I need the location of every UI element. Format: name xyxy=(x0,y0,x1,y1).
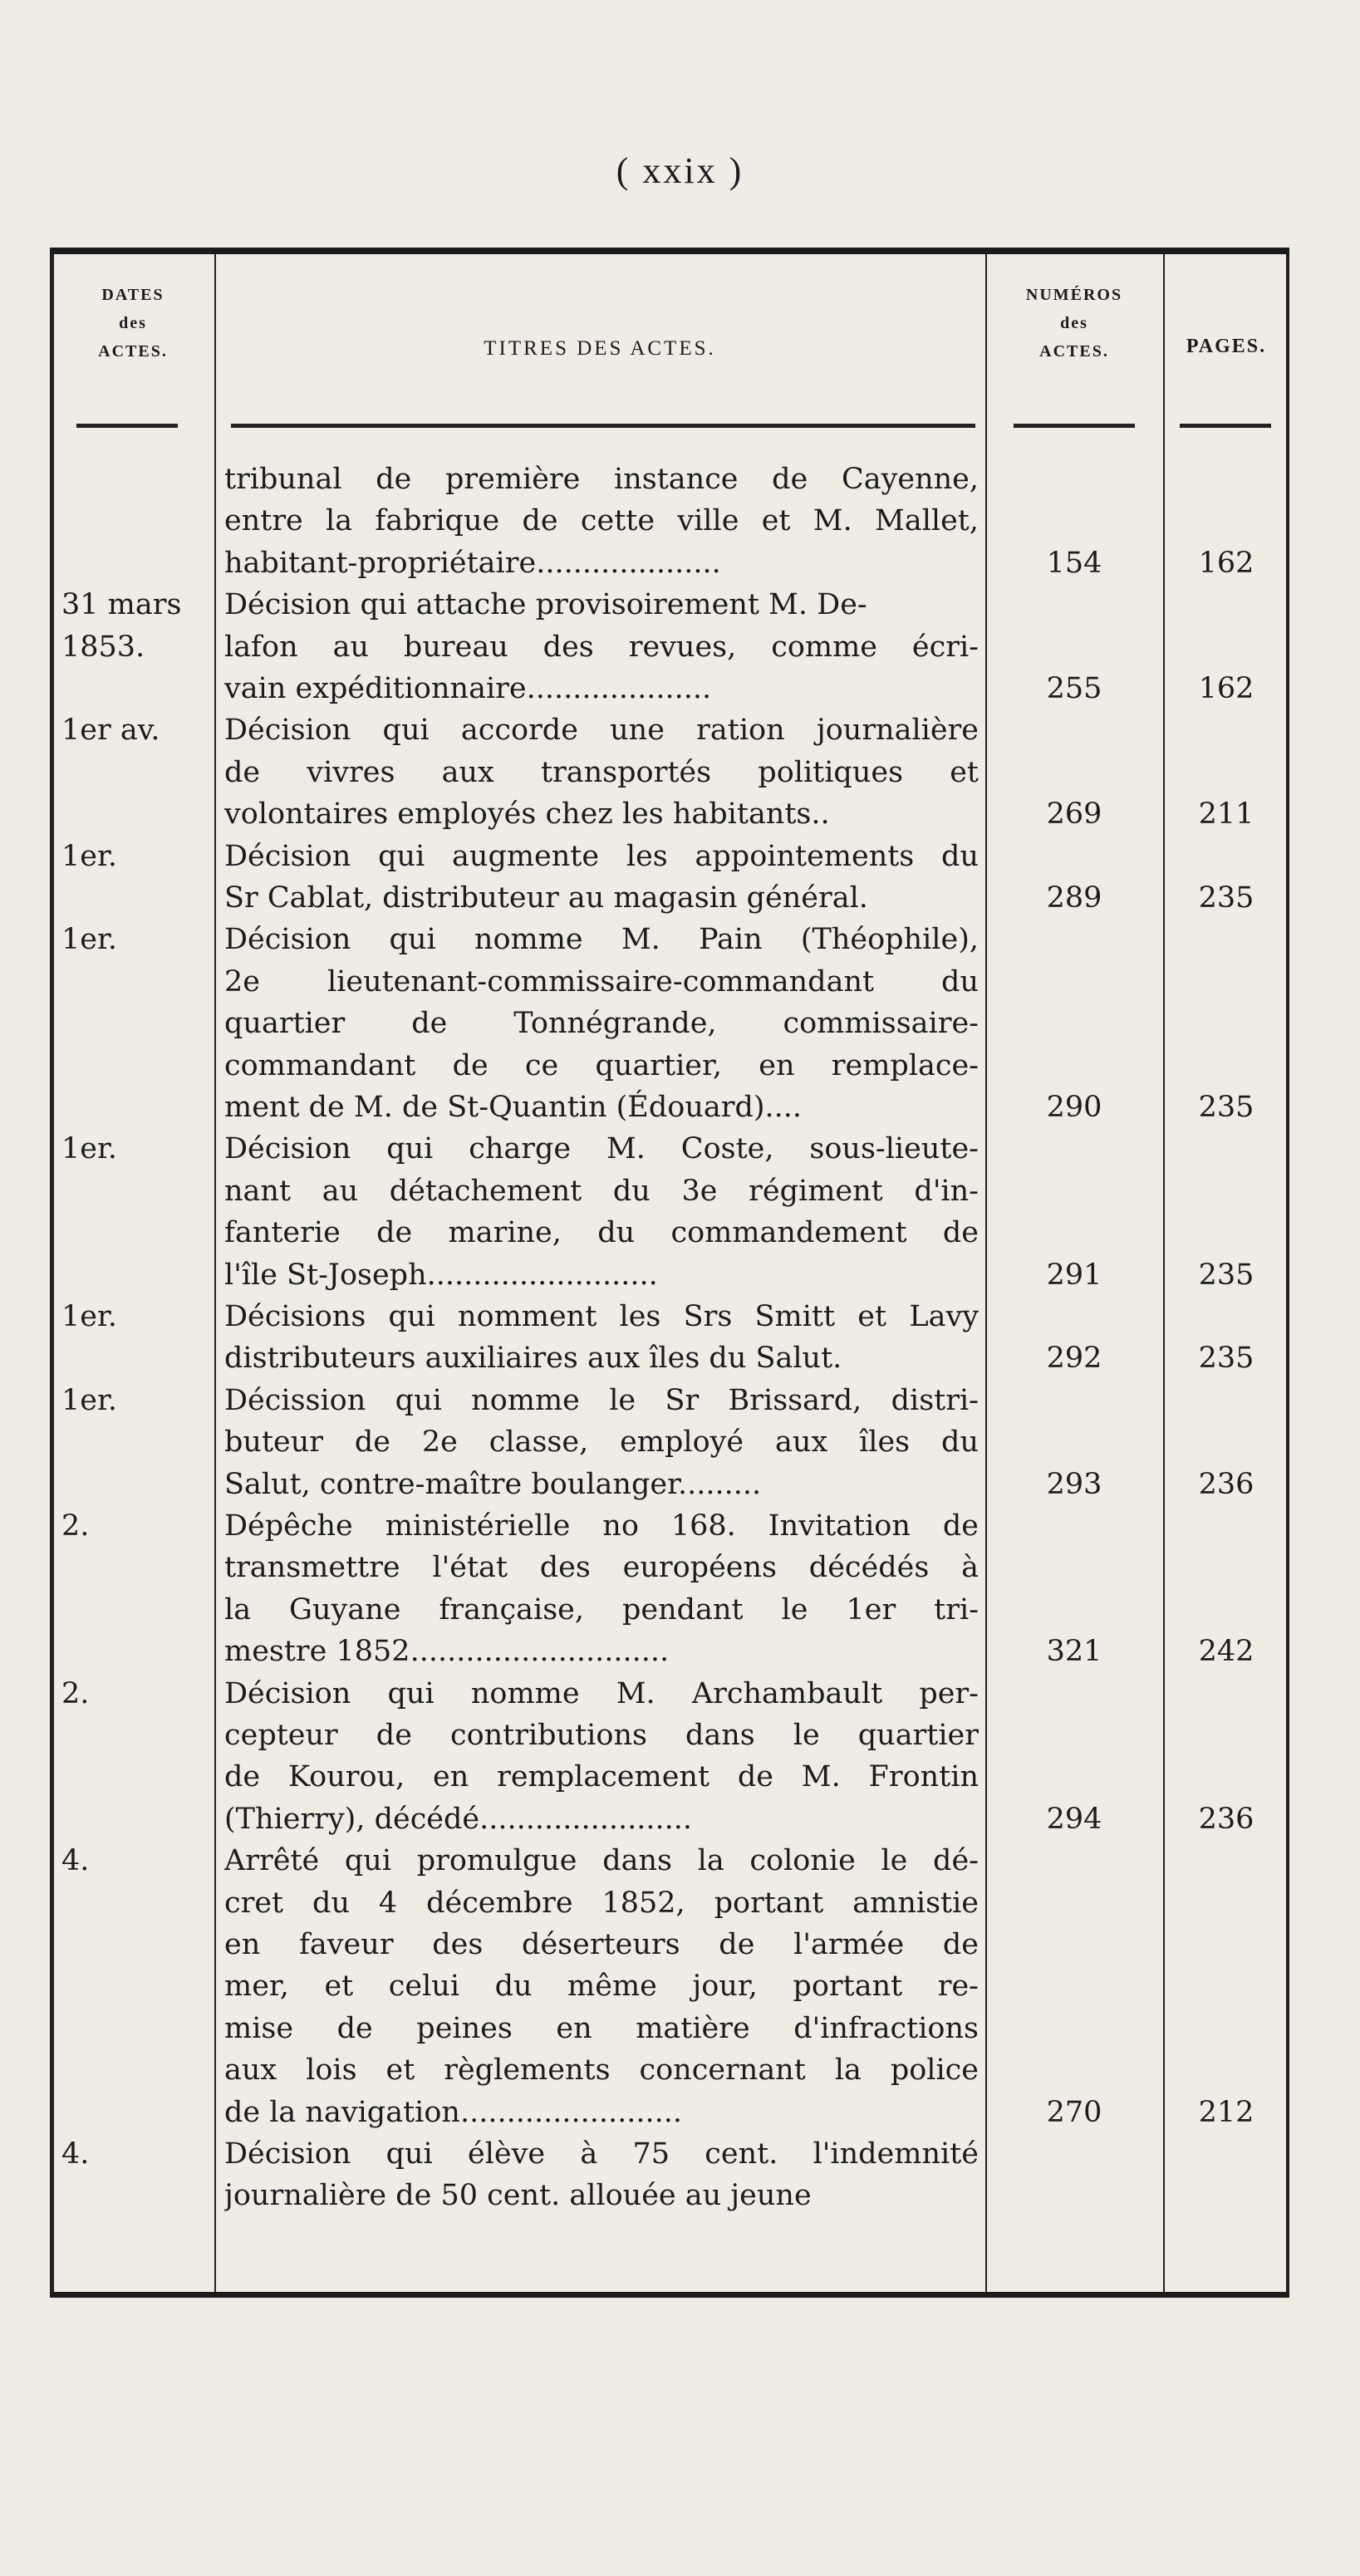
row-date xyxy=(61,2008,211,2049)
row-text: vain expéditionnaire.................... xyxy=(224,672,712,705)
row-text: Décisions qui nomment les Srs Smitt et Lavy xyxy=(224,1300,979,1333)
row-page xyxy=(1166,1170,1286,1212)
column-header-titres: TITRES DES ACTES. xyxy=(484,337,716,360)
row-text: journalière de 50 cent. allouée au jeune xyxy=(224,2179,812,2212)
column-header-numeros-line1: NUMÉROS xyxy=(1025,286,1123,304)
row-date: 1er av. xyxy=(61,714,160,747)
row-text: Décision qui charge M. Coste, sous-lieute- xyxy=(224,1132,979,1165)
row-num xyxy=(989,709,1160,751)
row-date: 1er. xyxy=(61,1300,117,1333)
column-header-numeros-line2: des xyxy=(1060,314,1088,332)
row-num xyxy=(989,836,1160,877)
column-divider-numeros xyxy=(1163,254,1165,2292)
column-header-dates xyxy=(58,281,208,366)
header-rule-titres xyxy=(231,424,975,428)
row-page xyxy=(1166,500,1286,542)
row-date xyxy=(61,1045,211,1087)
row-date: 1er. xyxy=(61,923,117,956)
row-page xyxy=(1166,2008,1286,2049)
row-text: Décision qui nomme M. Pain (Théophile), xyxy=(224,923,979,956)
header-rule-numeros xyxy=(1014,424,1135,428)
row-page xyxy=(1166,1589,1286,1631)
bottom-rule xyxy=(50,2292,1289,2298)
row-num: 291 xyxy=(1046,1259,1102,1292)
row-num: 292 xyxy=(1046,1342,1102,1375)
row-date xyxy=(61,1087,211,1128)
row-num: 270 xyxy=(1046,2096,1102,2129)
row-text: ment de M. de St-Quantin (Édouard).... xyxy=(224,1091,803,1124)
row-date xyxy=(61,1756,211,1798)
row-num xyxy=(989,500,1160,542)
row-date: 1853. xyxy=(61,631,145,664)
row-date xyxy=(61,2092,211,2133)
column-divider-titres xyxy=(985,254,987,2292)
row-text: fanterie de marine, du commandement de xyxy=(224,1216,979,1249)
row-date xyxy=(61,1170,211,1212)
row-page: 235 xyxy=(1198,1342,1254,1375)
column-header-dates-line1: DATES xyxy=(101,286,164,304)
row-page xyxy=(1166,961,1286,1003)
row-num xyxy=(989,1170,1160,1212)
row-text: 2e lieutenant-commissaire-commandant du xyxy=(224,965,979,999)
row-num: 289 xyxy=(1046,881,1102,915)
row-text: Salut, contre-maître boulanger......... xyxy=(224,1468,762,1501)
row-date xyxy=(61,1882,211,1924)
row-date xyxy=(61,2049,211,2091)
row-text: tribunal de première instance de Cayenne, xyxy=(224,463,979,496)
row-date: 1er. xyxy=(61,1384,117,1417)
row-date: 4. xyxy=(61,1844,90,1877)
column-divider-dates xyxy=(214,254,216,2292)
row-page xyxy=(1166,2175,1286,2216)
row-date xyxy=(61,1337,211,1379)
row-date xyxy=(61,1254,211,1296)
row-text: entre la fabrique de cette ville et M. Mallet, xyxy=(224,504,979,537)
row-date: 4. xyxy=(61,2137,90,2171)
row-page xyxy=(1166,1128,1286,1170)
row-text: la Guyane française, pendant le 1er tri- xyxy=(224,1593,979,1627)
row-page: 236 xyxy=(1198,1468,1254,1501)
row-page xyxy=(1166,1505,1286,1547)
row-page xyxy=(1166,836,1286,877)
row-date xyxy=(61,1965,211,2007)
row-text: Décission qui nomme le Sr Brissard, distri- xyxy=(224,1384,979,1417)
row-page: 162 xyxy=(1198,547,1254,580)
row-date xyxy=(61,877,211,919)
row-date xyxy=(61,1464,211,1505)
row-num: 269 xyxy=(1046,797,1102,831)
row-page xyxy=(1166,1756,1286,1798)
row-num xyxy=(989,1965,1160,2007)
row-text: l'île St-Joseph......................... xyxy=(224,1259,658,1292)
row-page xyxy=(1166,1296,1286,1337)
column-header-numeros-line3: ACTES. xyxy=(1039,342,1109,361)
row-page: 235 xyxy=(1198,1091,1254,1124)
row-page: 212 xyxy=(1198,2096,1254,2129)
row-page: 162 xyxy=(1198,672,1254,705)
header-rule-dates xyxy=(76,424,178,428)
row-num xyxy=(989,752,1160,793)
row-date: 2. xyxy=(61,1677,90,1710)
row-text: cepteur de contributions dans le quartier xyxy=(224,1719,979,1752)
row-page xyxy=(1166,1673,1286,1715)
page-number-header: ( xxix ) xyxy=(616,150,744,191)
row-num xyxy=(989,1756,1160,1798)
row-page xyxy=(1166,1045,1286,1087)
row-num: 294 xyxy=(1046,1803,1102,1836)
row-num xyxy=(989,2008,1160,2049)
table-border-right xyxy=(1286,254,1289,2292)
row-page xyxy=(1166,1212,1286,1254)
row-text: buteur de 2e classe, employé aux îles du xyxy=(224,1425,979,1459)
row-text: volontaires employés chez les habitants.. xyxy=(224,797,830,831)
row-page: 211 xyxy=(1198,797,1254,831)
row-text: Décision qui élève à 75 cent. l'indemnité xyxy=(224,2137,979,2171)
row-text: Décision qui attache provisoirement M. De- xyxy=(224,588,867,621)
row-text: nant au détachement du 3e régiment d'in- xyxy=(224,1175,979,1208)
row-num xyxy=(989,1505,1160,1547)
row-date xyxy=(61,1421,211,1463)
row-num xyxy=(989,459,1160,500)
row-page xyxy=(1166,1380,1286,1421)
row-text: distributeurs auxiliaires aux îles du Salut. xyxy=(224,1342,842,1375)
row-date xyxy=(61,1631,211,1672)
row-page xyxy=(1166,709,1286,751)
row-text: Sr Cablat, distributeur au magasin général. xyxy=(224,881,868,915)
row-page xyxy=(1166,1965,1286,2007)
row-date xyxy=(61,1547,211,1588)
row-page xyxy=(1166,1924,1286,1965)
table-border-left xyxy=(50,254,54,2292)
row-page xyxy=(1166,1882,1286,1924)
row-page: 235 xyxy=(1198,1259,1254,1292)
row-num xyxy=(989,1045,1160,1087)
row-date xyxy=(61,1212,211,1254)
row-text: Décision qui nomme M. Archambault per- xyxy=(224,1677,979,1710)
row-num: 154 xyxy=(1046,547,1102,580)
row-num xyxy=(989,1589,1160,1631)
row-date xyxy=(61,1003,211,1044)
row-num: 321 xyxy=(1046,1635,1102,1668)
row-page xyxy=(1166,2133,1286,2175)
row-num: 293 xyxy=(1046,1468,1102,1501)
row-text: aux lois et règlements concernant la police xyxy=(224,2053,979,2087)
row-page xyxy=(1166,1003,1286,1044)
column-header-pages: PAGES. xyxy=(1186,336,1267,357)
row-num xyxy=(989,584,1160,626)
row-num: 255 xyxy=(1046,672,1102,705)
row-num xyxy=(989,1003,1160,1044)
row-text: en faveur des déserteurs de l'armée de xyxy=(224,1928,979,1961)
row-date xyxy=(61,1589,211,1631)
row-num xyxy=(989,1924,1160,1965)
row-num xyxy=(989,919,1160,960)
row-date xyxy=(61,752,211,793)
row-text: de Kourou, en remplacement de M. Frontin xyxy=(224,1760,979,1793)
row-page xyxy=(1166,919,1286,960)
row-page xyxy=(1166,584,1286,626)
row-text: mise de peines en matière d'infractions xyxy=(224,2012,979,2045)
row-num xyxy=(989,1421,1160,1463)
row-text: habitant-propriétaire.................... xyxy=(224,547,721,580)
header-rule-pages xyxy=(1180,424,1271,428)
row-num xyxy=(989,2175,1160,2216)
column-header-dates-line2: des xyxy=(119,314,147,332)
row-num xyxy=(989,1882,1160,1924)
row-num xyxy=(989,2049,1160,2091)
row-page xyxy=(1166,626,1286,668)
row-date xyxy=(61,500,211,542)
row-num xyxy=(989,1380,1160,1421)
row-date xyxy=(61,668,211,709)
row-page xyxy=(1166,752,1286,793)
row-page xyxy=(1166,1715,1286,1756)
row-text: transmettre l'état des européens décédés à xyxy=(224,1551,979,1584)
row-num xyxy=(989,1547,1160,1588)
row-text: quartier de Tonnégrande, commissaire- xyxy=(224,1007,979,1040)
row-num xyxy=(989,1296,1160,1337)
row-num xyxy=(989,1840,1160,1882)
row-page xyxy=(1166,459,1286,500)
row-text: de vivres aux transportés politiques et xyxy=(224,756,979,789)
row-text: mer, et celui du même jour, portant re- xyxy=(224,1970,979,2003)
row-date xyxy=(61,459,211,500)
row-date xyxy=(61,542,211,584)
column-header-dates-line3: ACTES. xyxy=(98,342,168,361)
row-date: 1er. xyxy=(61,840,117,873)
row-date xyxy=(61,1798,211,1840)
row-text: Dépêche ministérielle no 168. Invitation de xyxy=(224,1509,979,1543)
row-num xyxy=(989,626,1160,668)
row-date: 1er. xyxy=(61,1132,117,1165)
row-text: cret du 4 décembre 1852, portant amnistie xyxy=(224,1887,979,1920)
column-header-numeros xyxy=(989,281,1160,366)
row-page xyxy=(1166,1547,1286,1588)
row-text: de la navigation........................ xyxy=(224,2096,682,2129)
row-date xyxy=(61,961,211,1003)
row-num xyxy=(989,1715,1160,1756)
row-text: lafon au bureau des revues, comme écri- xyxy=(224,631,979,664)
row-num xyxy=(989,1212,1160,1254)
row-num xyxy=(989,1673,1160,1715)
row-text: (Thierry), décédé....................... xyxy=(224,1803,693,1836)
row-text: Décision qui accorde une ration journalière xyxy=(224,714,979,747)
row-page xyxy=(1166,2049,1286,2091)
row-text: Arrêté qui promulgue dans la colonie le dé- xyxy=(224,1844,979,1877)
row-text: Décision qui augmente les appointements du xyxy=(224,840,979,873)
row-num: 290 xyxy=(1046,1091,1102,1124)
row-date xyxy=(61,1924,211,1965)
row-page: 242 xyxy=(1198,1635,1254,1668)
row-date xyxy=(61,793,211,835)
row-page xyxy=(1166,1840,1286,1882)
row-page: 235 xyxy=(1198,881,1254,915)
row-page xyxy=(1166,1421,1286,1463)
row-num xyxy=(989,1128,1160,1170)
row-num xyxy=(989,2133,1160,2175)
row-num xyxy=(989,961,1160,1003)
row-date xyxy=(61,1715,211,1756)
row-date: 2. xyxy=(61,1509,90,1543)
row-date xyxy=(61,2175,211,2216)
row-text: commandant de ce quartier, en remplace- xyxy=(224,1049,979,1082)
row-page: 236 xyxy=(1198,1803,1254,1836)
top-rule xyxy=(50,248,1289,254)
row-date: 31 mars xyxy=(61,588,182,621)
row-text: mestre 1852............................ xyxy=(224,1635,670,1668)
